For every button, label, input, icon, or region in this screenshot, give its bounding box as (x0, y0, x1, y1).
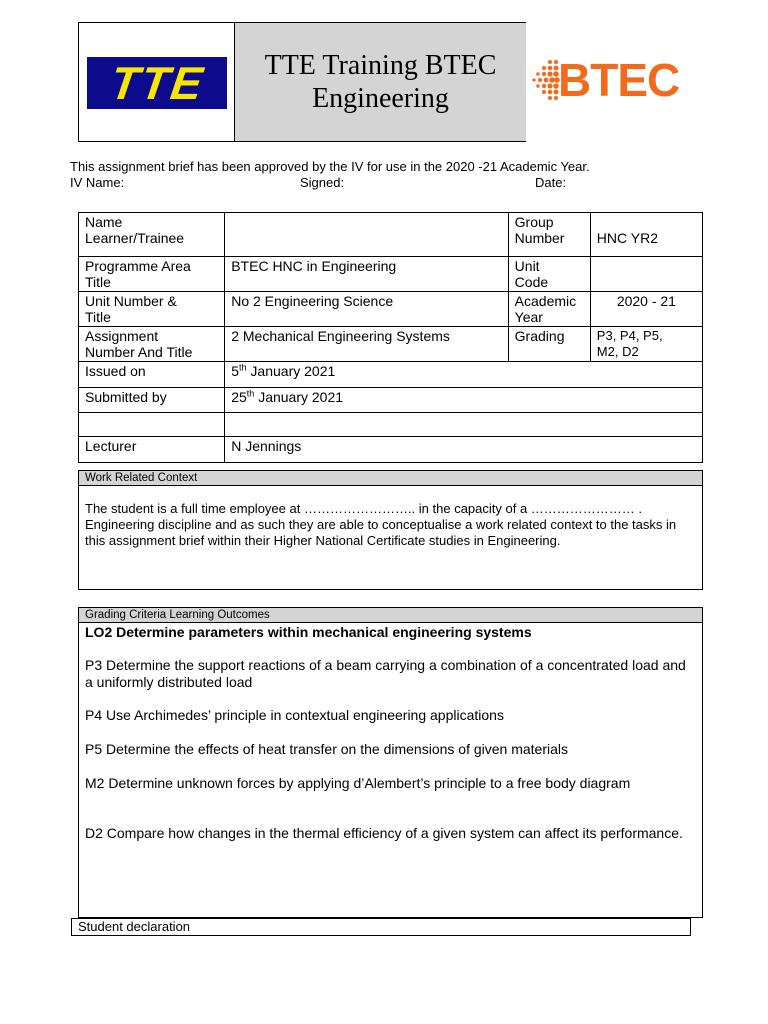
student-declaration-box (71, 918, 691, 936)
unit-number-label: Unit Number & Title (79, 292, 225, 327)
issued-suffix: th (239, 362, 247, 373)
issued-value (225, 362, 703, 388)
tte-logo-text: TTE (106, 57, 208, 109)
table-row (79, 327, 703, 362)
table-row (79, 413, 703, 437)
programme-label: Programme Area Title (79, 257, 225, 292)
table-row (79, 257, 703, 292)
grading-label: Grading (508, 327, 590, 362)
table-row (79, 292, 703, 327)
issued-label: Issued on (79, 362, 225, 388)
unit-number-value: No 2 Engineering Science (225, 292, 508, 327)
learning-outcome-title: LO2 Determine parameters within mechanical engineering systems (85, 624, 532, 640)
work-context-text: The student is a full time employee at …………………….. in the capacity of a …………………… . Engineering discipline and as such they are able to conceptualise a work related context to the tasks in this assignment brief within their Higher National Certificate studies in Engineering. (85, 501, 677, 548)
tte-logo (87, 57, 227, 109)
unit-code-label: Unit Code (508, 257, 590, 292)
submitted-day: 25 (231, 389, 247, 405)
blank-value[interactable] (225, 413, 703, 437)
work-context-box (78, 470, 703, 590)
group-label: Group Number (508, 213, 590, 257)
criterion-m2: M2 Determine unknown forces by applying d’Alembert’s principle to a free body diagram (85, 775, 631, 791)
academic-year-label: Academic Year (508, 292, 590, 327)
signed-label: Signed: (300, 175, 345, 190)
btec-logo-text: BTEC (558, 54, 680, 106)
title-line-1: TTE Training BTEC (264, 50, 497, 81)
student-declaration-heading: Student declaration (78, 919, 191, 934)
assignment-value: 2 Mechanical Engineering Systems (225, 327, 508, 362)
btec-logo (530, 52, 710, 108)
date-label: Date: (535, 175, 567, 190)
lecturer-label: Lecturer (79, 437, 225, 463)
assignment-label: Assignment Number And Title (79, 327, 225, 362)
table-row (79, 362, 703, 388)
submitted-value (225, 388, 703, 413)
grading-value: P3, P4, P5, M2, D2 (590, 327, 702, 362)
iv-name-label: IV Name: (70, 175, 125, 190)
table-row (79, 388, 703, 413)
name-label: Name Learner/Trainee (79, 213, 225, 257)
table-row (79, 213, 703, 257)
approval-statement: This assignment brief has been approved by the IV for use in the 2020 -21 Academic Year. (70, 159, 590, 174)
assignment-info-table (78, 212, 703, 463)
grading-criteria-box (78, 607, 703, 918)
work-context-heading: Work Related Context (79, 471, 702, 486)
academic-year-value: 2020 - 21 (590, 292, 702, 327)
criterion-p5: P5 Determine the effects of heat transfer on the dimensions of given materials (85, 741, 568, 757)
submitted-label: Submitted by (79, 388, 225, 413)
name-value[interactable] (225, 213, 508, 257)
btec-dots-icon (530, 52, 560, 108)
criterion-d2: D2 Compare how changes in the thermal efficiency of a given system can affect its performance. (85, 825, 683, 841)
grading-criteria-heading: Grading Criteria Learning Outcomes (79, 608, 702, 623)
programme-value: BTEC HNC in Engineering (225, 257, 508, 292)
document-header (78, 22, 526, 142)
criterion-p4: P4 Use Archimedes’ principle in contextual engineering applications (85, 707, 504, 723)
title-line-2: Engineering (312, 83, 449, 114)
group-value: HNC YR2 (590, 213, 702, 257)
blank-label (79, 413, 225, 437)
submitted-suffix: th (246, 388, 255, 399)
criterion-p3: P3 Determine the support reactions of a beam carrying a combination of a concentrated load and a uniformly distributed load (85, 657, 686, 690)
issued-day: 5 (231, 363, 240, 379)
submitted-rest: January 2021 (254, 389, 344, 405)
issued-rest: January 2021 (246, 363, 336, 379)
document-title (234, 23, 526, 141)
table-row (79, 437, 703, 463)
lecturer-value: N Jennings (225, 437, 703, 463)
tte-logo-cell (79, 23, 234, 141)
unit-code-value[interactable] (590, 257, 702, 292)
